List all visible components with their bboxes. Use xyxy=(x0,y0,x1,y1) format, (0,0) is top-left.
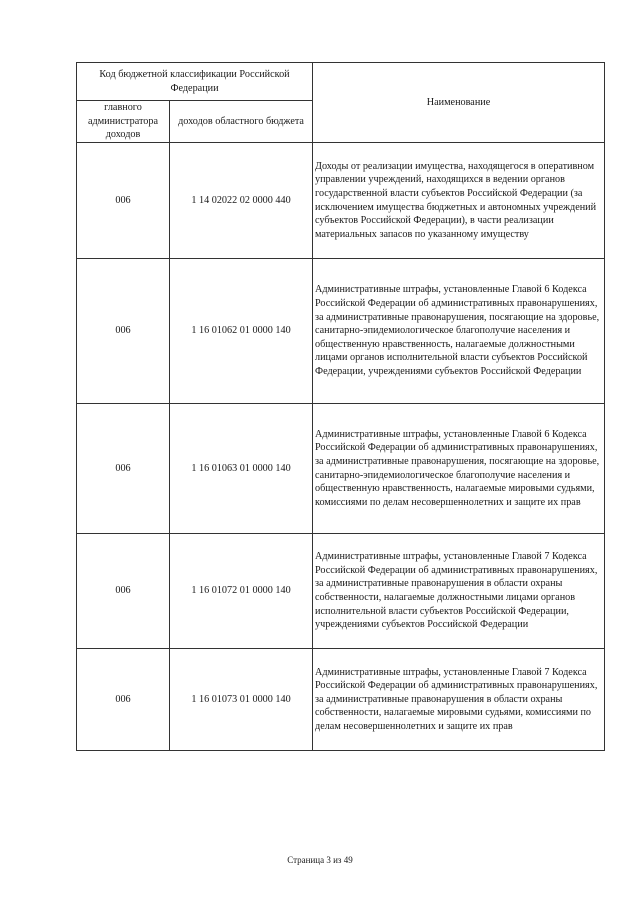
admin-code-cell: 006 xyxy=(77,404,170,534)
admin-code-cell: 006 xyxy=(77,143,170,259)
table-row xyxy=(77,534,605,649)
admin-code-cell: 006 xyxy=(77,259,170,404)
admin-code-cell: 006 xyxy=(77,534,170,649)
table-row xyxy=(77,143,605,259)
table-row xyxy=(77,404,605,534)
table-body xyxy=(77,143,605,751)
income-code-cell: 1 14 02022 02 0000 440 xyxy=(170,143,313,259)
table-header xyxy=(77,63,605,143)
page-number: Страница 3 из 49 xyxy=(287,855,353,865)
table-row xyxy=(77,259,605,404)
name-cell: Административные штрафы, установленные Главой 6 Кодекса Российской Федерации об административных правонарушениях, за административные правонарушения, посягающие на здоровье, санитарно-эпидемиологическое благополучие населения и общественную нравственность, налагаемые должностными лицами органов исполнительной власти субъектов Российской Федерации, учреждениями субъектов Российской Федерации xyxy=(313,259,605,404)
admin-code-cell: 006 xyxy=(77,649,170,751)
income-code-cell: 1 16 01062 01 0000 140 xyxy=(170,259,313,404)
income-code-cell: 1 16 01073 01 0000 140 xyxy=(170,649,313,751)
header-name-column: Наименование xyxy=(313,63,605,143)
name-cell: Доходы от реализации имущества, находящегося в оперативном управлении учреждений, находящихся в ведении органов государственной власти субъектов Российской Федерации (за исключением имущества бюджетных и автономных учреждений субъектов Российской Федерации), в части реализации материальных запасов по указанному имуществу xyxy=(313,143,605,259)
name-cell: Административные штрафы, установленные Главой 7 Кодекса Российской Федерации об административных правонарушениях, за административные правонарушения в области охраны собственности, налагаемые должностными лицами органов исполнительной власти субъектов Российской Федерации, учреждениями субъектов Российской Федерации xyxy=(313,534,605,649)
name-cell: Административные штрафы, установленные Главой 7 Кодекса Российской Федерации об административных правонарушениях, за административные правонарушения в области охраны собственности, налагаемые мировыми судьями, комиссиями по делам несовершеннолетних и защите их прав xyxy=(313,649,605,751)
budget-classification-table xyxy=(76,62,605,751)
header-income-column: доходов областного бюджета xyxy=(170,101,313,143)
name-cell: Административные штрафы, установленные Главой 6 Кодекса Российской Федерации об административных правонарушениях, за административные правонарушения, посягающие на здоровье, санитарно-эпидемиологическое благополучие населения и общественную нравственность, налагаемые мировыми судьями, комиссиями по делам несовершеннолетних и защите их прав xyxy=(313,404,605,534)
income-code-cell: 1 16 01072 01 0000 140 xyxy=(170,534,313,649)
income-code-cell: 1 16 01063 01 0000 140 xyxy=(170,404,313,534)
header-group-title: Код бюджетной классификации Российской Федерации xyxy=(77,63,313,101)
table-row xyxy=(77,649,605,751)
header-admin-column: главного администратора доходов xyxy=(77,101,170,143)
